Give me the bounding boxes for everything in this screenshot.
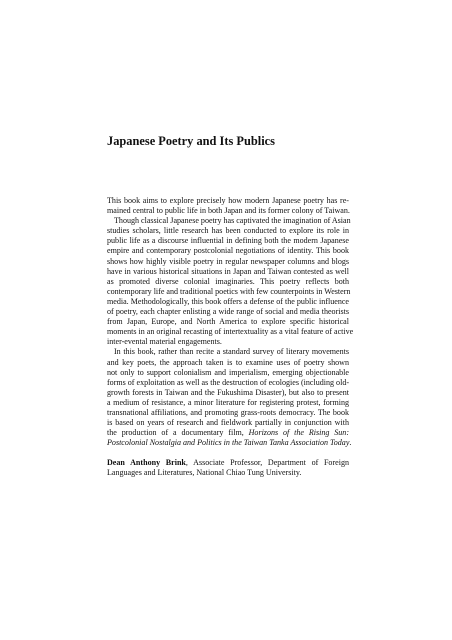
text-line: empire and contemporary postcolonial negotiations of identity. This book <box>107 246 349 256</box>
text-line: Though classical Japanese poetry has captivated the imagination of Asian <box>114 216 351 226</box>
text-line: mained central to public life in both Japan and its former colony of Taiwan. <box>107 206 350 216</box>
book-description <box>107 196 354 479</box>
text-line: is based on years of research and fieldwork partially in conjunction with <box>107 418 349 428</box>
text-line: of poetry, each chapter enlisting a wide range of social and media theorists <box>107 307 349 317</box>
author-bio-text: , Associate Professor, Department of Foreign <box>185 458 349 468</box>
text-line: a medium of resistance, a minor literature for registering protest, forming <box>107 397 349 407</box>
text-line: This book aims to explore precisely how modern Japanese poetry has re- <box>107 196 349 205</box>
text-line <box>107 438 352 448</box>
paragraph-classical-poetry <box>107 216 354 347</box>
text-line: inter-evental material engagements. <box>107 337 222 347</box>
film-title-part1: Horizons of the Rising Sun: <box>248 428 349 438</box>
paragraph-intro <box>107 196 349 216</box>
author-name: Dean Anthony Brink <box>107 458 186 468</box>
text-line: public life as a discourse influential in defining both the modern Japanese <box>107 236 349 246</box>
paragraph-approach <box>107 347 352 448</box>
text-line: moments in an original recasting of intertextuality as a vital feature of active <box>107 327 354 337</box>
text-line: contemporary life and traditional poetics with few counterpoints in Western <box>107 286 351 296</box>
text-line: and key poets, the approach taken is to examine uses of poetry shown <box>107 357 349 367</box>
text-fragment: the production of a documentary film, <box>107 428 249 438</box>
text-line <box>107 428 349 438</box>
text-line: as promoted diverse colonial imaginaries. This poetry reflects both <box>107 276 349 286</box>
text-line: studies scholars, little research has been conducted to explore its role in <box>107 226 349 236</box>
text-line: In this book, rather than recite a standard survey of literary movements <box>114 347 349 357</box>
text-line: have in various historical situations in Japan and Taiwan contested as well <box>107 266 349 276</box>
text-line: transnational affiliations, and promoting grass-roots democracy. The book <box>107 407 349 417</box>
text-line: growth forests in Taiwan and the Fukushima Disaster), but also to present <box>107 387 349 397</box>
text-line: Languages and Literatures, National Chiao Tung University. <box>107 468 302 478</box>
film-title-part2: Postcolonial Nostalgia and Politics in the Taiwan Tanka Association Today <box>107 438 350 448</box>
author-bio <box>107 458 349 478</box>
text-line: shows how highly visible poetry in regular newspaper columns and blogs <box>107 256 349 266</box>
text-line <box>107 458 349 468</box>
book-title: Japanese Poetry and Its Publics <box>107 134 275 148</box>
text-line: from Japan, Europe, and North America to explore specific historical <box>107 317 349 327</box>
text-line: not only to support colonialism and imperialism, emerging objectionable <box>107 367 349 377</box>
text-fragment: . <box>349 438 352 448</box>
text-line: media. Methodologically, this book offers a defense of the public influence <box>107 296 349 306</box>
text-line: forms of exploitation as well as the destruction of ecologies (including old- <box>107 377 350 387</box>
